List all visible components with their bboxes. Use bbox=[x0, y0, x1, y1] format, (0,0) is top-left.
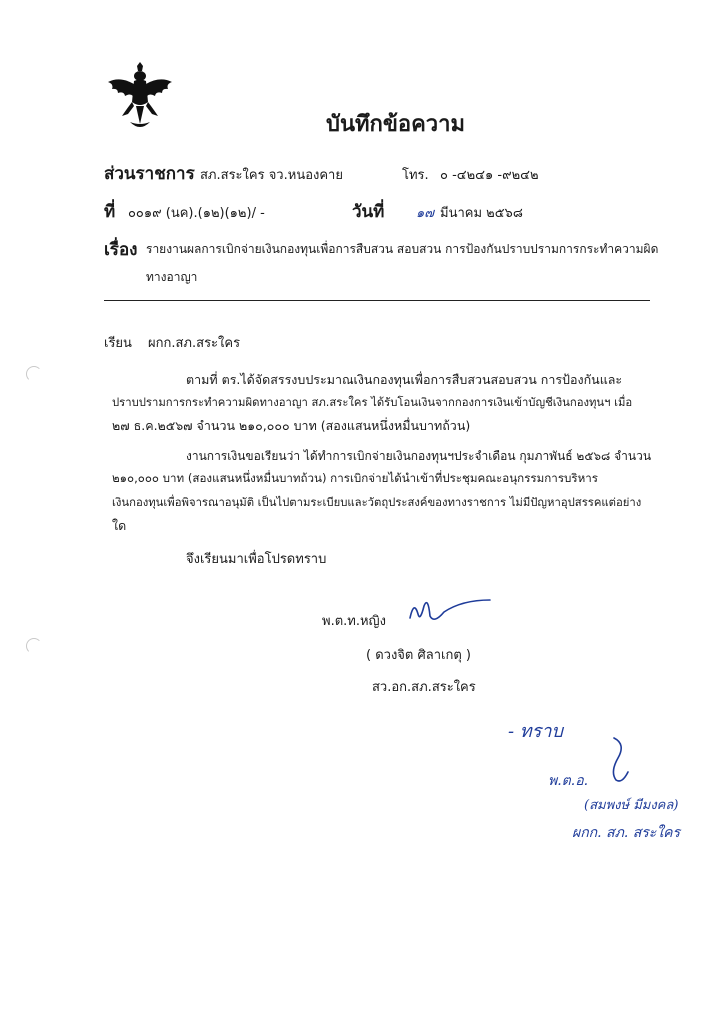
garuda-emblem-icon bbox=[104, 62, 176, 134]
date-label: วันที่ bbox=[352, 202, 385, 222]
ref-label: ที่ bbox=[104, 202, 116, 222]
handwritten-note-acknowledged: - ทราบ bbox=[508, 721, 563, 742]
paragraph-1-line-1: ตามที่ ตร.ได้จัดสรรงบประมาณเงินกองทุนเพื่อการสืบสวนสอบสวน การป้องกันและ bbox=[186, 372, 623, 387]
memo-title: บันทึกข้อความ bbox=[326, 112, 466, 137]
ref-value: ๐๐๑๙ (นค).(๑๒)(๑๒)/ - bbox=[128, 206, 265, 221]
header-divider bbox=[104, 300, 650, 301]
signer-name: ( ดวงจิต ศิลาเกตุ ) bbox=[366, 648, 471, 663]
subject-line-2: ทางอาญา bbox=[146, 270, 198, 284]
paragraph-2-line-3: เงินกองทุนเพื่อพิจารณาอนุมัติ เป็นไปตามระเบียบและวัตถุประสงค์ของทางราชการ ไม่มีปัญหาอุปสรรคแต่อย่าง bbox=[112, 496, 642, 509]
handwritten-note-rank: พ.ต.อ. bbox=[548, 773, 589, 789]
paragraph-1-line-2: ปราบปรามการกระทำความผิดทางอาญา สภ.สระใคร ได้รับโอนเงินจากกองการเงินเข้าบัญชีเงินกองทุนฯ เมื่อ bbox=[112, 396, 633, 409]
signer-rank: พ.ต.ท.หญิง bbox=[322, 614, 386, 629]
date-rest: มีนาคม ๒๕๖๘ bbox=[440, 206, 523, 221]
approval-signature-scribble bbox=[592, 732, 638, 788]
signature-scribble bbox=[404, 594, 494, 628]
subject-label: เรื่อง bbox=[104, 240, 138, 260]
paragraph-1-line-3: ๒๗ ธ.ค.๒๕๖๗ จำนวน ๒๑๐,๐๐๐ บาท (สองแสนหนึ่งหมื่นบาทถ้วน) bbox=[112, 418, 471, 433]
handwritten-note-position: ผกก. สภ. สระใคร bbox=[572, 825, 681, 841]
salutation-value: ผกก.สภ.สระใคร bbox=[148, 336, 241, 351]
paragraph-2-line-2: ๒๑๐,๐๐๐ บาท (สองแสนหนึ่งหมื่นบาทถ้วน) การเบิกจ่ายได้นำเข้าที่ประชุมคณะอนุกรรมการบริหาร bbox=[112, 471, 599, 485]
phone-label: โทร. bbox=[402, 168, 429, 183]
handwritten-note-name: (สมพงษ์ มีมงคล) bbox=[584, 798, 679, 813]
paragraph-2-line-4: ใด bbox=[112, 518, 127, 533]
punch-hole-bottom bbox=[26, 638, 42, 654]
paragraph-2-line-1: งานการเงินขอเรียนว่า ได้ทำการเบิกจ่ายเงินกองทุนฯประจำเดือน กุมภาพันธ์ ๒๕๖๘ จำนวน bbox=[186, 449, 652, 463]
phone-value: ๐ -๔๒๔๑ -๙๒๔๒ bbox=[440, 168, 539, 183]
punch-hole-top bbox=[26, 366, 42, 382]
closing-line: จึงเรียนมาเพื่อโปรดทราบ bbox=[186, 552, 327, 567]
date-day: ๑๗ bbox=[416, 206, 435, 221]
subject-line-1: รายงานผลการเบิกจ่ายเงินกองทุนเพื่อการสืบสวน สอบสวน การป้องกันปราบปรามการกระทำความผิด bbox=[146, 242, 659, 256]
signer-position: สว.อก.สภ.สระใคร bbox=[372, 680, 476, 695]
agency-label: ส่วนราชการ bbox=[104, 164, 195, 184]
agency-value: สภ.สระใคร จว.หนองคาย bbox=[200, 168, 343, 183]
salutation-label: เรียน bbox=[104, 336, 132, 351]
